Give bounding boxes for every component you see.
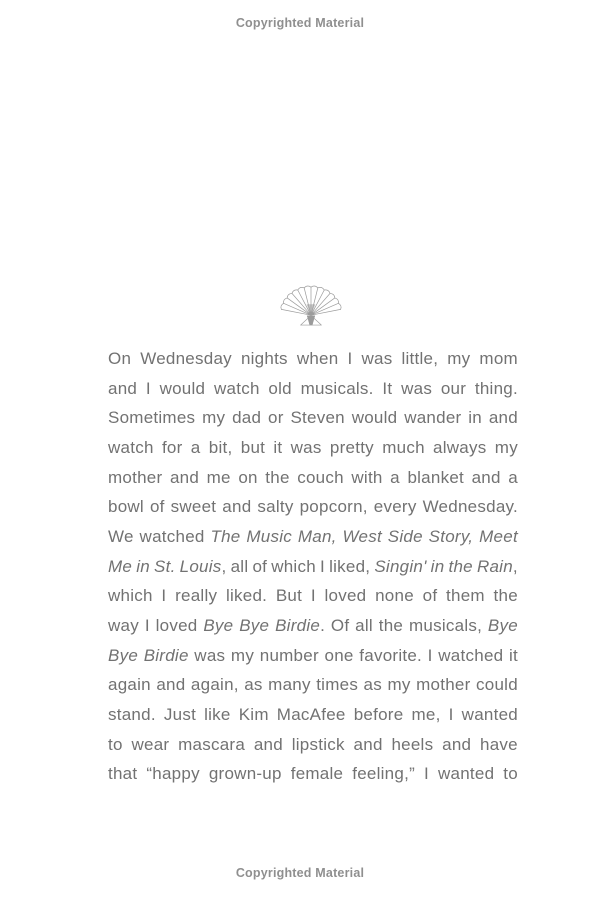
shell-ornament xyxy=(278,271,344,333)
word: old xyxy=(268,378,292,398)
word: and xyxy=(222,497,252,517)
word: I xyxy=(347,348,353,368)
word: MacAfee xyxy=(276,705,346,725)
word: when xyxy=(296,348,339,368)
word: always xyxy=(433,437,487,457)
word: thing. xyxy=(474,378,518,398)
word: to xyxy=(503,764,518,784)
word: a xyxy=(390,467,400,487)
word: which xyxy=(108,586,153,606)
word: liked. xyxy=(225,586,268,606)
copyright-notice-bottom: Copyrighted Material xyxy=(235,866,365,880)
word: Birdie. xyxy=(275,616,326,636)
word: have xyxy=(480,734,518,754)
scallop-shell-icon xyxy=(278,271,344,333)
word: salty xyxy=(257,497,294,517)
word: again xyxy=(108,675,151,695)
text-line xyxy=(108,492,518,522)
text-line xyxy=(108,611,518,641)
word: or xyxy=(268,408,284,428)
word: all xyxy=(230,556,249,576)
word: Man, xyxy=(297,526,337,546)
word: mother xyxy=(108,467,163,487)
word: pretty xyxy=(329,437,374,457)
word: Louis, xyxy=(179,556,227,576)
word: my xyxy=(387,675,411,695)
word: Bye xyxy=(108,645,139,665)
word: was xyxy=(194,645,226,665)
word: Bye xyxy=(239,616,270,636)
word: on xyxy=(238,467,258,487)
word: favorite. xyxy=(359,645,423,665)
word: and xyxy=(471,467,501,487)
word: could xyxy=(476,675,518,695)
word: it xyxy=(509,645,518,665)
text-line xyxy=(108,433,518,463)
word: watched xyxy=(139,526,205,546)
word: loved xyxy=(155,616,198,636)
word: of xyxy=(149,497,165,517)
word: every xyxy=(373,497,417,517)
word: of xyxy=(252,556,268,576)
word: Singin' xyxy=(374,556,427,576)
word: a xyxy=(190,437,201,457)
word: Me xyxy=(108,556,133,576)
word: wear xyxy=(131,734,170,754)
word: Story, xyxy=(428,526,474,546)
word: much xyxy=(382,437,425,457)
word: popcorn, xyxy=(299,497,368,517)
word: my xyxy=(494,437,518,457)
word: mascara xyxy=(178,734,246,754)
word: Bye xyxy=(203,616,234,636)
word: and xyxy=(442,734,472,754)
text-line xyxy=(108,700,518,730)
word: our xyxy=(440,378,467,398)
word: the xyxy=(493,586,518,606)
word: I xyxy=(448,705,454,725)
word: would xyxy=(351,408,398,428)
word: the xyxy=(378,616,404,636)
text-line xyxy=(108,403,518,433)
word: none xyxy=(375,586,414,606)
word: before xyxy=(353,705,404,725)
word: Meet xyxy=(479,526,518,546)
word: in xyxy=(136,556,150,576)
word: as xyxy=(363,675,383,695)
word: dad xyxy=(232,408,262,428)
word: Side xyxy=(387,526,423,546)
word: all xyxy=(355,616,373,636)
word: for xyxy=(161,437,183,457)
word: Sometimes xyxy=(108,408,196,428)
word: it xyxy=(273,437,283,457)
word: wanted xyxy=(461,705,518,725)
word: and xyxy=(156,675,186,695)
text-line xyxy=(108,522,518,552)
word: I xyxy=(310,586,316,606)
word: I xyxy=(423,764,429,784)
text-line xyxy=(108,730,518,760)
text-line xyxy=(108,582,518,612)
word: really xyxy=(175,586,218,606)
word: mom xyxy=(479,348,518,368)
word: like xyxy=(204,705,231,725)
word: one xyxy=(324,645,354,665)
text-line xyxy=(108,344,518,374)
word: was xyxy=(290,437,322,457)
word: I xyxy=(320,556,325,576)
body-text xyxy=(108,344,518,789)
word: me, xyxy=(411,705,441,725)
word: and xyxy=(108,378,138,398)
word: lipstick xyxy=(291,734,345,754)
word: I xyxy=(427,645,433,665)
word: but xyxy=(240,437,266,457)
word: Bye xyxy=(487,616,518,636)
word: Wednesday. xyxy=(422,497,518,517)
text-line xyxy=(108,463,518,493)
word: and xyxy=(488,408,518,428)
word: female xyxy=(290,764,344,784)
word: the xyxy=(265,467,290,487)
text-line xyxy=(108,641,518,671)
word: blanket xyxy=(407,467,465,487)
word: my xyxy=(202,408,226,428)
word: way xyxy=(108,616,139,636)
word: feeling,” xyxy=(352,764,415,784)
word: West xyxy=(342,526,382,546)
text-line xyxy=(108,552,518,582)
word: Music xyxy=(246,526,293,546)
word: liked, xyxy=(329,556,371,576)
word: grown-up xyxy=(208,764,282,784)
word: number xyxy=(259,645,319,665)
word: I xyxy=(161,586,167,606)
word: to xyxy=(108,734,123,754)
word: wanted xyxy=(437,764,495,784)
word: Rain, xyxy=(476,556,518,576)
word: my xyxy=(447,348,471,368)
word: as xyxy=(244,675,263,695)
word: was xyxy=(361,348,393,368)
word: Birdie xyxy=(143,645,189,665)
word: and xyxy=(353,734,383,754)
word: musicals. xyxy=(300,378,374,398)
word: Just xyxy=(163,705,197,725)
word: Of xyxy=(330,616,350,636)
word: my xyxy=(230,645,255,665)
word: I xyxy=(144,616,150,636)
word: Wednesday xyxy=(140,348,232,368)
word: heels xyxy=(391,734,434,754)
word: stand. xyxy=(108,705,156,725)
word: The xyxy=(210,526,241,546)
copyright-notice-top: Copyrighted Material xyxy=(235,16,365,30)
word: musicals, xyxy=(408,616,483,636)
word: bowl xyxy=(108,497,144,517)
word: and xyxy=(253,734,283,754)
word: little, xyxy=(401,348,439,368)
word: of xyxy=(422,586,438,606)
word: would xyxy=(159,378,206,398)
word: the xyxy=(448,556,473,576)
word: a xyxy=(508,467,518,487)
text-line xyxy=(108,374,518,404)
word: bit, xyxy=(208,437,233,457)
word: “happy xyxy=(146,764,200,784)
word: in xyxy=(430,556,445,576)
word: that xyxy=(108,764,138,784)
word: Steven xyxy=(290,408,345,428)
word: wander xyxy=(404,408,462,428)
word: watch xyxy=(108,437,154,457)
word: again, xyxy=(190,675,239,695)
word: We xyxy=(108,526,134,546)
text-line xyxy=(108,671,518,701)
word: mother xyxy=(416,675,471,695)
word: It xyxy=(382,378,393,398)
word: them xyxy=(446,586,485,606)
word: nights xyxy=(240,348,288,368)
word: with xyxy=(351,467,383,487)
word: in xyxy=(468,408,482,428)
word: was xyxy=(401,378,433,398)
word: which xyxy=(271,556,316,576)
word: loved xyxy=(324,586,367,606)
word: St. xyxy=(154,556,176,576)
word: On xyxy=(108,348,132,368)
word: sweet xyxy=(170,497,217,517)
text-line xyxy=(108,760,518,790)
word: times xyxy=(316,675,359,695)
word: me xyxy=(206,467,231,487)
word: But xyxy=(275,586,303,606)
word: couch xyxy=(297,467,344,487)
word: watch xyxy=(213,378,260,398)
word: many xyxy=(268,675,311,695)
word: Kim xyxy=(238,705,269,725)
word: watched xyxy=(438,645,504,665)
word: and xyxy=(169,467,200,487)
word: I xyxy=(145,378,151,398)
